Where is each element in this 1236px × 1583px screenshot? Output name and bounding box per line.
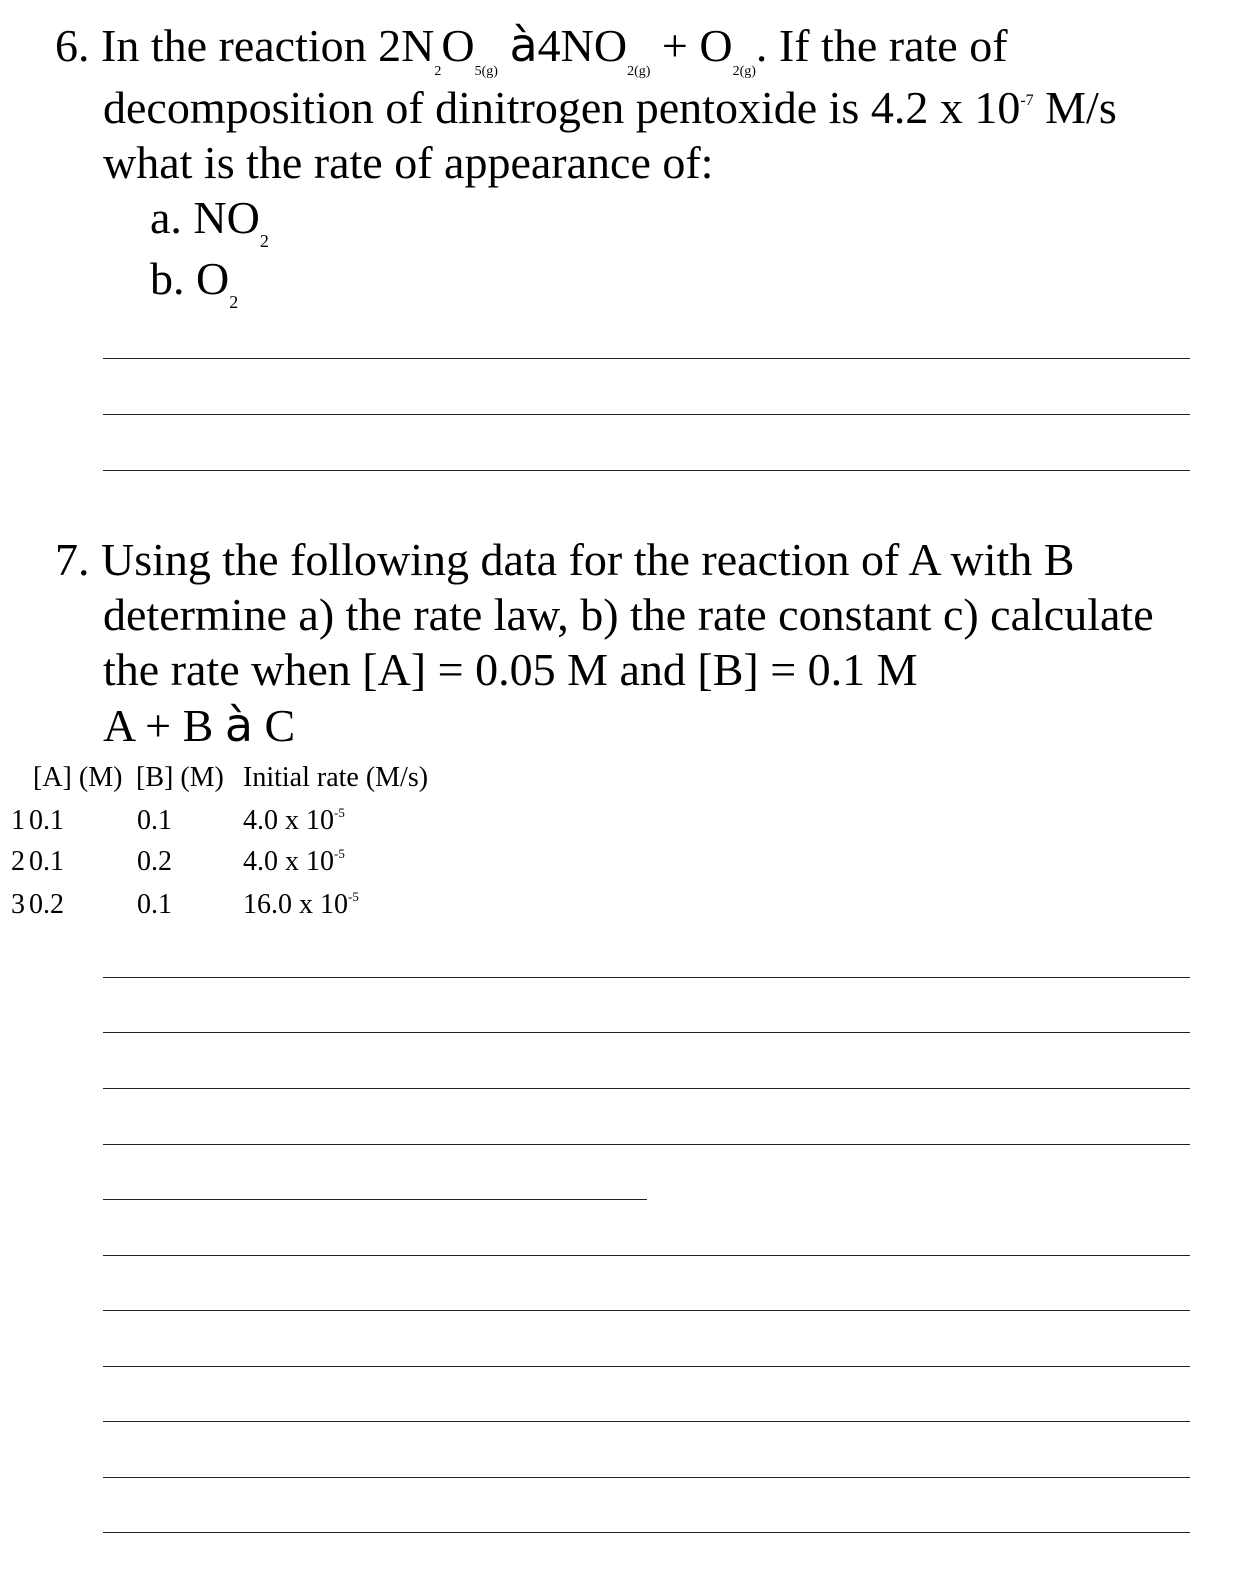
rate-exponent: -5 [334, 846, 345, 861]
answer-line[interactable] [103, 977, 1190, 978]
eq-left: A + B [103, 700, 214, 751]
item-b-sub: 2 [229, 292, 239, 312]
item-a-text: a. NO [150, 192, 260, 243]
rate-exponent: -5 [334, 805, 345, 820]
reaction-arrow: à [509, 18, 538, 72]
q6-line2-pre: decomposition of dinitrogen pentoxide is 4.2 x 10 [103, 82, 1021, 133]
answer-line[interactable] [103, 1532, 1190, 1533]
table-header-a: [A] (M) [33, 762, 123, 793]
item-a-sub: 2 [259, 231, 269, 251]
conc-b: 0.1 [137, 805, 172, 836]
product-o2: + O [661, 20, 733, 71]
table-row [11, 891, 64, 919]
q6-line3: what is the rate of appearance of: [103, 137, 714, 188]
trial-number: 1 [11, 805, 25, 836]
answer-line-short[interactable] [103, 1199, 647, 1200]
rate-mantissa: 4.0 x 10 [243, 805, 334, 836]
q7-line3: the rate when [A] = 0.05 M and [B] = 0.1 M [103, 644, 918, 695]
trial-number: 2 [11, 846, 25, 877]
answer-line[interactable] [103, 1088, 1190, 1089]
answer-line[interactable] [103, 1421, 1190, 1422]
rate-mantissa: 16.0 x 10 [243, 889, 348, 920]
conc-a: 0.2 [29, 889, 64, 920]
answer-line[interactable] [103, 1310, 1190, 1311]
conc-a: 0.1 [29, 805, 64, 836]
answer-line[interactable] [103, 1032, 1190, 1033]
rate-exponent: -5 [348, 889, 359, 904]
answer-line[interactable] [103, 470, 1190, 471]
q7-line1 [55, 534, 1075, 585]
table-header-b: [B] (M) [136, 762, 224, 793]
o2-sub: 2(g) [732, 64, 756, 79]
table-row [11, 807, 64, 835]
answer-line[interactable] [103, 358, 1190, 359]
answer-line[interactable] [103, 1255, 1190, 1256]
table-row [11, 848, 64, 876]
rate-value [243, 891, 359, 919]
eq-right: C [264, 700, 296, 751]
q6-lead: In the reaction 2N [101, 20, 435, 71]
answer-line[interactable] [103, 414, 1190, 415]
q6-number: 6. [55, 20, 90, 71]
conc-a: 0.1 [29, 846, 64, 877]
eq-arrow: à [224, 698, 254, 752]
rate-value [243, 807, 345, 835]
product-no2: 4NO [537, 20, 628, 71]
q6-line1 [55, 18, 1008, 79]
rate-mantissa: 4.0 x 10 [243, 846, 334, 877]
conc-b: 0.1 [137, 889, 172, 920]
trial-number: 3 [11, 889, 25, 920]
q7-line2: determine a) the rate law, b) the rate constant c) calculate [103, 589, 1154, 640]
n2o5-sub-n: 2 [434, 64, 442, 79]
answer-line[interactable] [103, 1366, 1190, 1367]
item-b-text: b. O [150, 253, 230, 304]
q7-equation [103, 698, 296, 752]
q6-line2-post: M/s [1033, 82, 1117, 133]
table-header-rate: Initial rate (M/s) [243, 762, 429, 793]
q6-o: O [441, 20, 475, 71]
q6-item-a [150, 192, 269, 251]
rate-value [243, 848, 345, 876]
answer-line[interactable] [103, 1144, 1190, 1145]
q6-line2 [103, 82, 1117, 133]
q7-number: 7. [55, 534, 90, 585]
conc-b: 0.2 [137, 846, 172, 877]
q6-item-b [150, 253, 239, 312]
q6-exponent: -7 [1020, 92, 1034, 109]
n2o5-sub-o: 5(g) [474, 64, 498, 79]
q7-line1-text: Using the following data for the reaction of A with B [101, 534, 1075, 585]
answer-line[interactable] [103, 1477, 1190, 1478]
no2-sub: 2(g) [627, 64, 651, 79]
q6-tail: . If the rate of [755, 20, 1008, 71]
